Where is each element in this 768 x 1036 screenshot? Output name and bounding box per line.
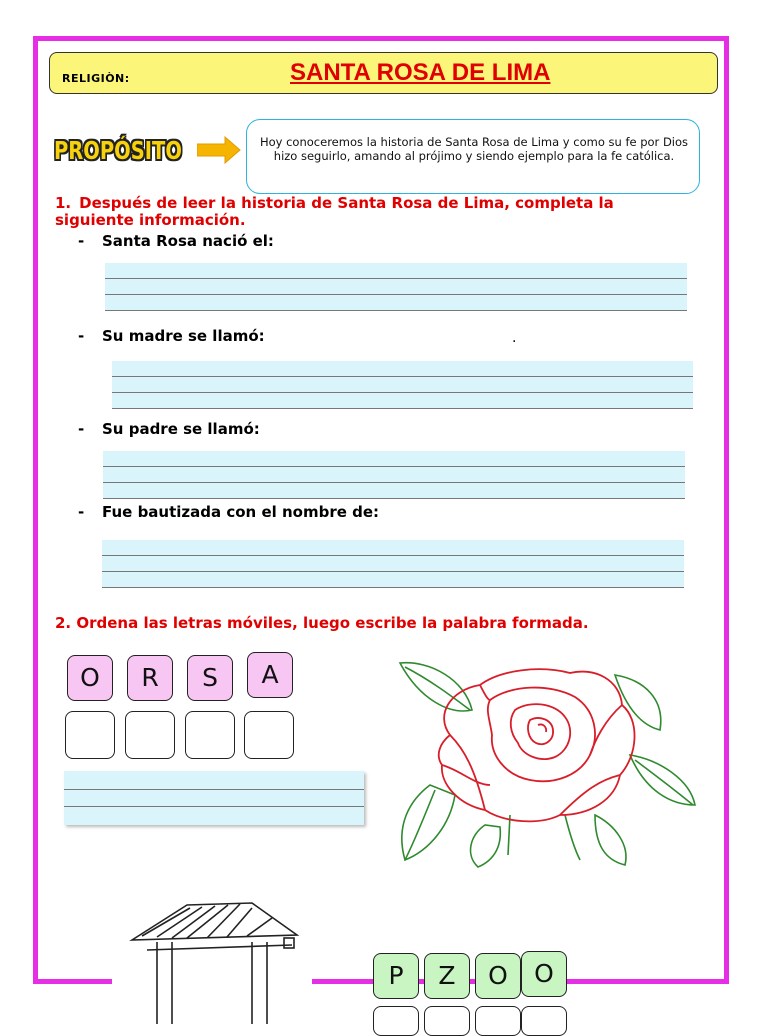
stray-dot: . xyxy=(512,330,517,346)
item-birth xyxy=(78,232,274,250)
letter-tile[interactable]: P xyxy=(373,953,419,999)
empty-tile[interactable] xyxy=(373,1006,419,1036)
item-dash: - xyxy=(78,503,85,521)
empty-tile[interactable] xyxy=(521,1006,567,1036)
answer-lines[interactable] xyxy=(105,263,687,311)
item-label: Santa Rosa nació el: xyxy=(102,232,274,250)
letter-tile[interactable]: O xyxy=(475,953,521,999)
item-dash: - xyxy=(78,232,85,250)
purpose-badge: PROPÓSITO xyxy=(54,136,182,165)
item-mother xyxy=(78,327,265,345)
purpose-text: Hoy conoceremos la historia de Santa Rosa de Lima y como su fe por Dios hizo seguirlo, amando al prójimo y siendo ejemplo para la fe católica. xyxy=(259,135,689,163)
item-label: Fue bautizada con el nombre de: xyxy=(102,503,380,521)
answer-lines[interactable] xyxy=(112,361,693,409)
answer-lines[interactable] xyxy=(64,771,364,825)
letter-tile[interactable]: O xyxy=(67,655,113,701)
question-1 xyxy=(55,195,695,229)
item-baptism xyxy=(78,503,379,521)
empty-tile[interactable] xyxy=(475,1006,521,1036)
answer-lines[interactable] xyxy=(102,540,684,588)
item-father xyxy=(78,420,260,438)
page-title: SANTA ROSA DE LIMA xyxy=(290,59,551,86)
well-illustration xyxy=(112,900,312,1024)
empty-tile[interactable] xyxy=(185,711,235,759)
answer-lines[interactable] xyxy=(103,451,685,499)
subject-label: RELIGIÒN: xyxy=(62,72,130,85)
letter-tile[interactable]: Z xyxy=(424,953,470,999)
right-arrow-icon xyxy=(197,136,241,164)
purpose-box xyxy=(246,119,700,194)
empty-tile[interactable] xyxy=(424,1006,470,1036)
question-1-text: Después de leer la historia de Santa Rosa de Lima, completa la siguiente información. xyxy=(55,194,614,229)
empty-tile[interactable] xyxy=(125,711,175,759)
letter-tile[interactable]: O xyxy=(521,951,567,997)
item-dash: - xyxy=(78,327,85,345)
item-label: Su madre se llamó: xyxy=(102,327,265,345)
empty-tile[interactable] xyxy=(65,711,115,759)
item-dash: - xyxy=(78,420,85,438)
question-1-number: 1. xyxy=(55,194,72,212)
letter-tile[interactable]: A xyxy=(247,652,293,698)
letter-tile[interactable]: S xyxy=(187,655,233,701)
question-2-text: 2. Ordena las letras móviles, luego escribe la palabra formada. xyxy=(55,614,589,632)
item-label: Su padre se llamó: xyxy=(102,420,260,438)
empty-tile[interactable] xyxy=(244,711,294,759)
rose-illustration xyxy=(390,655,700,870)
letter-tile[interactable]: R xyxy=(127,655,173,701)
header-box xyxy=(49,52,718,94)
